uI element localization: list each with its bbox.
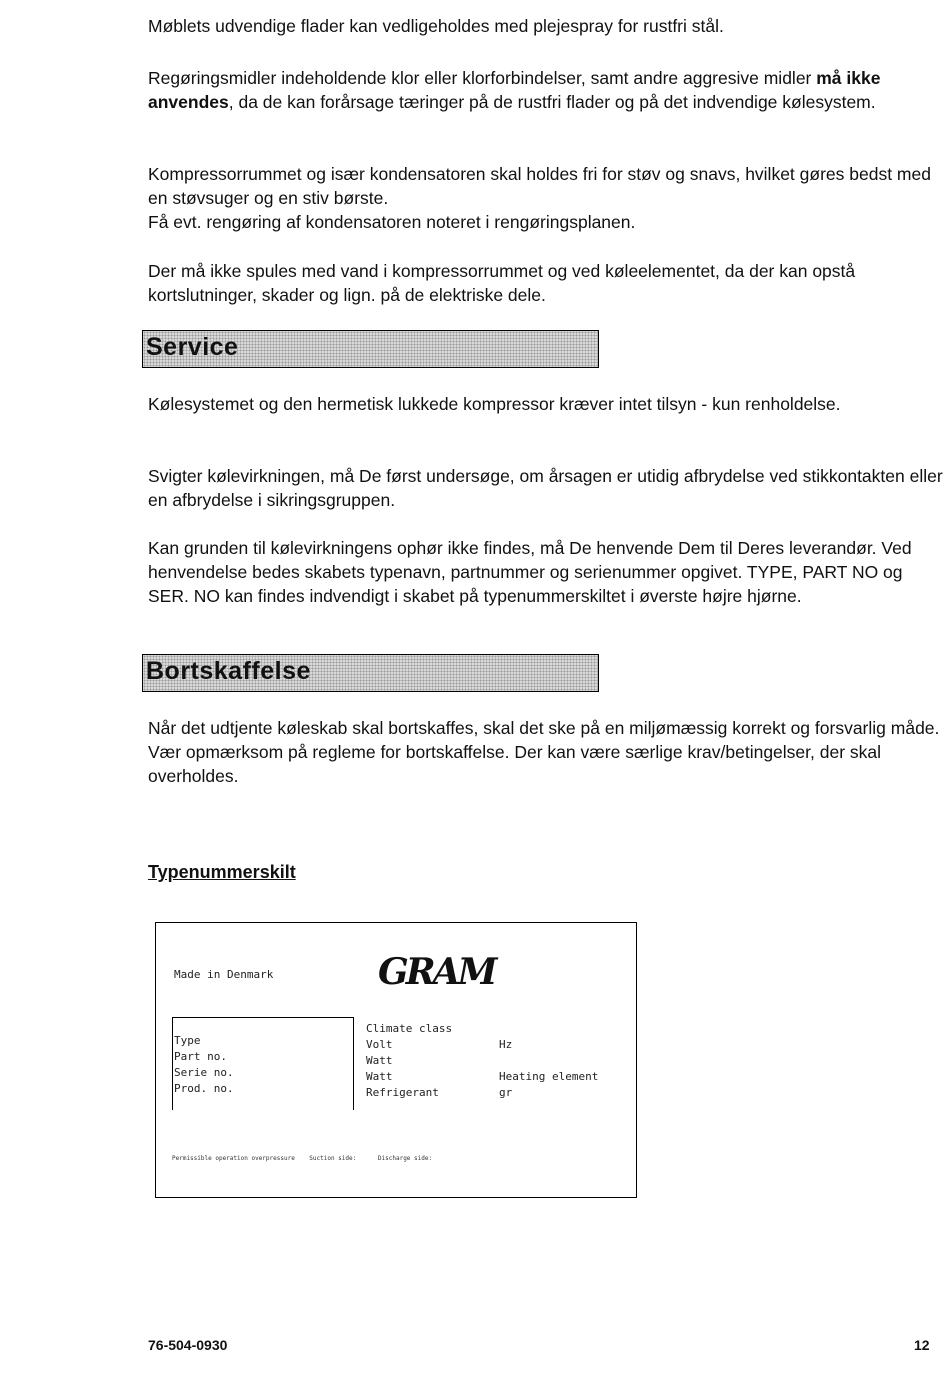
volt-label: Volt	[366, 1038, 393, 1051]
made-in-label: Made in Denmark	[174, 968, 274, 981]
hz-label: Hz	[499, 1038, 513, 1051]
type-label: Type	[174, 1034, 201, 1047]
typeplate-heading: Typenummerskilt	[148, 862, 296, 882]
climate-class-label: Climate class	[366, 1022, 453, 1035]
cleaning-agents-warning: må ikke anvendes	[148, 68, 881, 112]
grams-label: gr	[499, 1086, 513, 1099]
part-no-label: Part no.	[174, 1050, 227, 1063]
paragraph-care: Møblets udvendige flader kan vedligeholdes med plejespray for rustfri stål.	[148, 16, 724, 36]
paragraph-refrigeration-system: Kølesystemet og den hermetisk lukkede kompressor kræver intet tilsyn - kun renholdelse.	[148, 394, 841, 414]
paragraph-no-water: Der må ikke spules med vand i kompressorrummet og ved køleelementet, da der kan opstå kortslutninger, skader og lign. på de elektriske dele.	[148, 261, 856, 305]
paragraph-contact-dealer: Kan grunden til kølevirkningens ophør ikke findes, må De henvende Dem til Deres leverandør. Ved henvendelse bedes skabets typenavn, partnummer og serienummer opgivet. TYPE, PART NO og SER. NO kan findes indvendigt i skabet på typenummerskiltet i øverste højre hjørne.	[148, 538, 912, 606]
refrigerant-label: Refrigerant	[366, 1086, 439, 1099]
disposal-heading: Bortskaffelse	[146, 657, 311, 685]
paragraph-disposal: Når det udtjente køleskab skal bortskaffes, skal det ske på en miljømæssig korrekt og forsvarlig måde. Vær opmærksom på regleme for bortskaffelse. Der kan være særlige krav/betingelser, der skal overholdes.	[148, 718, 940, 786]
paragraph-cooling-failure: Svigter kølevirkningen, må De først undersøge, om årsagen er utidig afbrydelse ved stikkontakten eller en afbrydelse i sikringsgruppen.	[148, 466, 943, 510]
gram-logo: GRAM	[378, 951, 495, 993]
heating-element-label: Heating element	[499, 1070, 599, 1083]
page-number: 12	[914, 1337, 930, 1353]
paragraph-cleaning-plan: Få evt. rengøring af kondensatoren noteret i rengøringsplanen.	[148, 212, 636, 232]
service-heading: Service	[146, 333, 239, 361]
watt-label-2: Watt	[366, 1070, 393, 1083]
serie-no-label: Serie no.	[174, 1066, 234, 1079]
cleaning-agents-text-rest: , da de kan forårsage tæringer på de rustfri flader og på det indvendige kølesystem.	[228, 92, 876, 112]
paragraph-cleaning-agents	[148, 66, 943, 114]
paragraph-compressor-room: Kompressorrummet og især kondensatoren skal holdes fri for støv og snavs, hvilket gøres bedst med en støvsuger og en stiv børste.	[148, 164, 931, 208]
document-number: 76-504-0930	[148, 1337, 228, 1353]
service-heading-band	[142, 330, 599, 368]
prod-no-label: Prod. no.	[174, 1082, 234, 1095]
cleaning-agents-text: Regøringsmidler indeholdende klor eller klorforbindelser, samt andre aggresive midler	[148, 68, 817, 88]
type-plate	[155, 922, 637, 1198]
disposal-heading-band	[142, 654, 599, 692]
overpressure-fine-print: Permissible operation overpressure Suction side: Discharge side:	[172, 1155, 433, 1162]
watt-label: Watt	[366, 1054, 393, 1067]
